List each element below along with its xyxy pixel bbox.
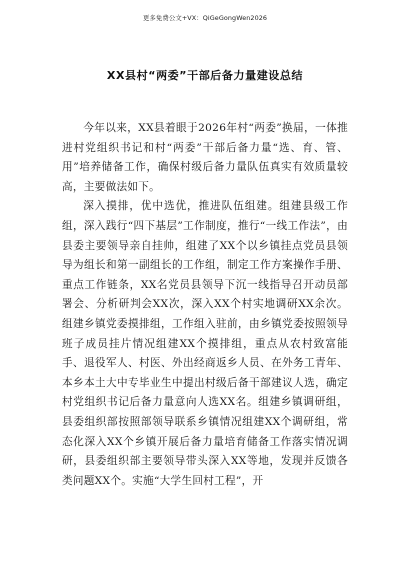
document-body xyxy=(62,119,348,491)
header-note: 更多免费公文+VX：QiGeGongWen2026 xyxy=(142,14,268,22)
paragraph-intro: 今年以来，XX县着眼于2026年村“两委”换届，一体推进村党组织书记和村“两委”干部后备力量“选、育、管、用”培养储备工作，确保村级后备力量队伍真实有效质量较高，主要做法如下。 xyxy=(62,122,348,193)
document-title: XX县村“两委”干部后备力量建设总结 xyxy=(106,69,304,82)
paragraph-main: 深入摸排，优中选优，推进队伍组建。组建县级工作组，深入践行“四下基层”工作制度，推行“一线工作法”，由县委主要领导亲自挂帅，组建了XX个以乡镇挂点党员县领导为组长和第一副组长的工作组，制定工作方案操作手册、重点工作链条，XX名党员县领导下沉一线指导召开动员部署会、分析研判会XX次，深入XX个村实地调研XX余次。组建乡镇党委摸排组，工作组入驻前，由乡镇党委按照领导班子成员挂片情况组建XX个摸排组，重点从农村致富能手、退役军人、村医、外出经商返乡人员、在外务工青年、本乡本土大中专毕业生中提出村级后备干部建议人选，确定村党组织书记后备力量意向人选XX名。组建乡镇调研组，县委组织部按照部领导联系乡镇情况组建XX个调研组，常态化深入XX个乡镇开展后备力量培育储备工作落实情况调研，县委组织部主要领导带头深入XX等地，发现并反馈各类问题XX个。实施“大学生回村工程”，开 xyxy=(62,200,348,487)
